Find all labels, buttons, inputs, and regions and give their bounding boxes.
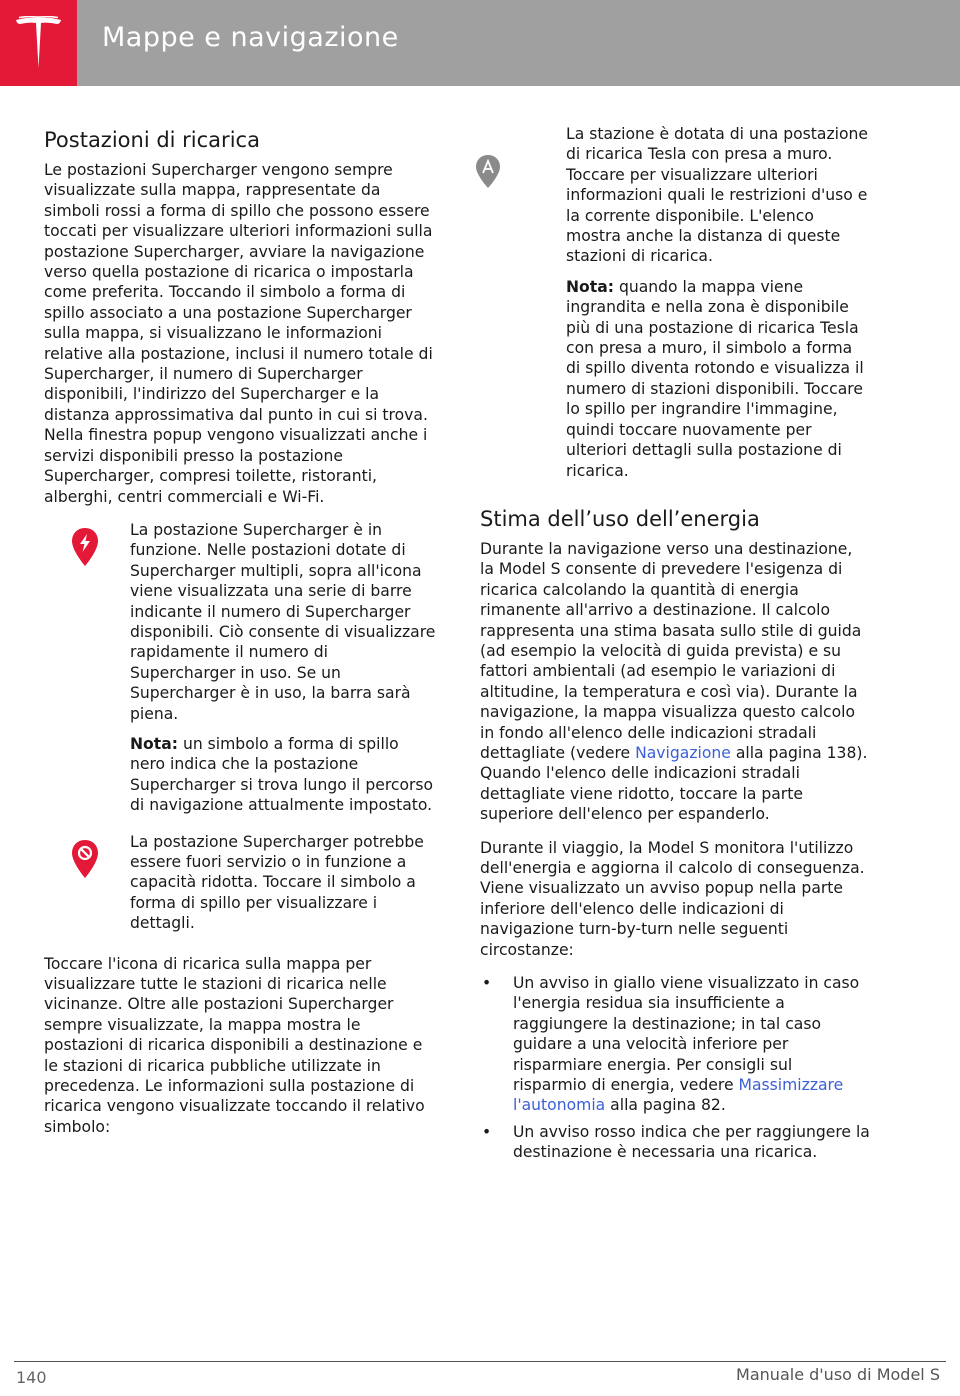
list-item [480, 1122, 870, 1163]
text-run: Un avviso in giallo viene visualizzato in caso l'energia residua sia insufficiente a raggiungere la destinazione; in tal caso guidare a una velocità inferiore per risparmiare energia. Per consigli sul risparmio di energia, vedere [513, 974, 860, 1095]
destination-charger-description: La stazione è dotata di una postazione di ricarica Tesla con presa a muro. Toccare per visualizzare ulteriori informazioni quali le restrizioni d'uso e la corrente disponibile. L'elenco mostra anche la distanza di queste stazioni di ricarica. [566, 125, 869, 266]
tesla-logo-icon [14, 16, 63, 70]
energy-estimate-paragraph [480, 539, 870, 825]
left-column [44, 124, 436, 1150]
supercharger-note [130, 734, 436, 816]
supercharger-unavailable-description: La postazione Supercharger potrebbe essere fuori servizio o in funzione a capacità ridotta. Toccare il simbolo a forma di spillo per visualizzare i dettagli. [130, 832, 424, 933]
supercharger-item [44, 520, 436, 816]
footer-divider [14, 1361, 946, 1362]
list-item [480, 973, 870, 1116]
manual-title: Manuale d'uso di Model S [736, 1365, 940, 1384]
supercharger-unavailable-item [44, 832, 436, 934]
section-heading-charging-stations: Postazioni di ricarica [44, 128, 260, 152]
destination-charger-pin-icon [475, 154, 501, 190]
section-heading-energy-estimate: Stima dell’uso dell’energia [480, 506, 760, 531]
charging-icon-paragraph: Toccare l'icona di ricarica sulla mappa per visualizzare tutte le stazioni di ricarica nelle vicinanze. Oltre alle postazioni Supercharger sempre visualizzate, la mappa mostra le postazioni di ricarica disponibili a destinazione e le stazioni di ricarica pubbliche utilizzate in precedenza. Le informazioni sulla postazione di ricarica vengono visualizzate toccando il relativo simbolo: [44, 954, 425, 1136]
note-text: un simbolo a forma di spillo nero indica che la postazione Supercharger si trova lungo il percorso di navigazione attualmente impostato. [130, 734, 434, 815]
charging-stations-intro: Le postazioni Supercharger vengono sempre visualizzate sulla mappa, rappresentate da simboli rossi a forma di spillo che possono essere toccati per visualizzare ulteriori informazioni sulla postazione Supercharger, avviare la navigazione verso quella postazione di ricarica o impostarla come preferita. Toccando il simbolo a forma di spillo associato a una postazione Supercharger sulla mappa, si visualizzano le informazioni relative alla postazione, inclusi il numero totale di Supercharger, il numero di Supercharger disponibili, l'indirizzo del Supercharger e la distanza approssimativa dal punto in cui si trova. Nella finestra popup vengono visualizzati anche i servizi disponibili presso la postazione Supercharger, compresi toilette, ristoranti, alberghi, centri commerciali e Wi-Fi. [44, 161, 433, 506]
energy-monitor-paragraph: Durante il viaggio, la Model S monitora l'utilizzo dell'energia e aggiorna il calcolo di conseguenza. Viene visualizzato un avviso popup nella parte inferiore dell'elenco delle indicazioni di navigazione turn-by-turn nelle seguenti circostanze: [480, 838, 865, 959]
brand-logo-box [0, 0, 77, 86]
text-run: Un avviso rosso indica che per raggiungere la destinazione è necessaria una ricarica. [513, 1122, 870, 1162]
destination-charger-item [480, 124, 870, 481]
text-run: alla pagina 138). Quando l'elenco delle indicazioni stradali dettagliate viene ridotto, toccare la parte superiore dell'elenco per espanderlo. [480, 743, 868, 824]
bullet: • [482, 974, 492, 993]
alert-list [480, 973, 870, 1163]
text-run: alla pagina 82. [605, 1096, 726, 1115]
supercharger-description: La postazione Supercharger è in funzione. Nelle postazioni dotate di Supercharger multipli, sopra all'icona viene visualizzata una serie di barre indicante il numero di Supercharger disponibili. Ciò consente di visualizzare rapidamente il numero di Supercharger in uso. Se un Supercharger è in uso, la barra sarà piena. [130, 520, 436, 723]
supercharger-unavailable-pin-icon [70, 838, 100, 880]
right-column [480, 124, 870, 1169]
bullet: • [482, 1122, 492, 1141]
header-bar [0, 0, 960, 86]
note-label: Nota: [130, 734, 178, 753]
navigation-link[interactable]: Navigazione [635, 743, 731, 762]
destination-charger-note [566, 277, 870, 481]
maximize-range-link[interactable]: Massimizzare l'autonomia [513, 1076, 844, 1115]
page-title: Mappe e navigazione [102, 22, 399, 53]
text-run: Durante la navigazione verso una destinazione, la Model S consente di prevedere l'esigenza di ricarica calcolando la quantità di energia rimanente all'arrivo a destinazione. Il calcolo rappresenta una stima basata sullo stile di guida (ad esempio la velocità di guida prevista) e su fattori ambientali (ad esempio le variazioni di altitudine, la temperatura e così via). Durante la navigazione, la mappa visualizza questo calcolo in fondo all'elenco delle indicazioni stradali dettagliate (vedere [480, 539, 862, 762]
supercharger-pin-icon [70, 526, 100, 568]
note-label: Nota: [566, 277, 614, 296]
page-number: 140 [16, 1368, 47, 1387]
note-text: quando la mappa viene ingrandita e nella zona è disponibile più di una postazione di ricarica Tesla con presa a muro, il simbolo a forma di spillo diventa rotondo e visualizza il numero di stazioni disponibili. Toccare lo spillo per ingrandire l'immagine, quindi toccare nuovamente per ulteriori dettagli sulla postazione di ricarica. [566, 277, 864, 480]
